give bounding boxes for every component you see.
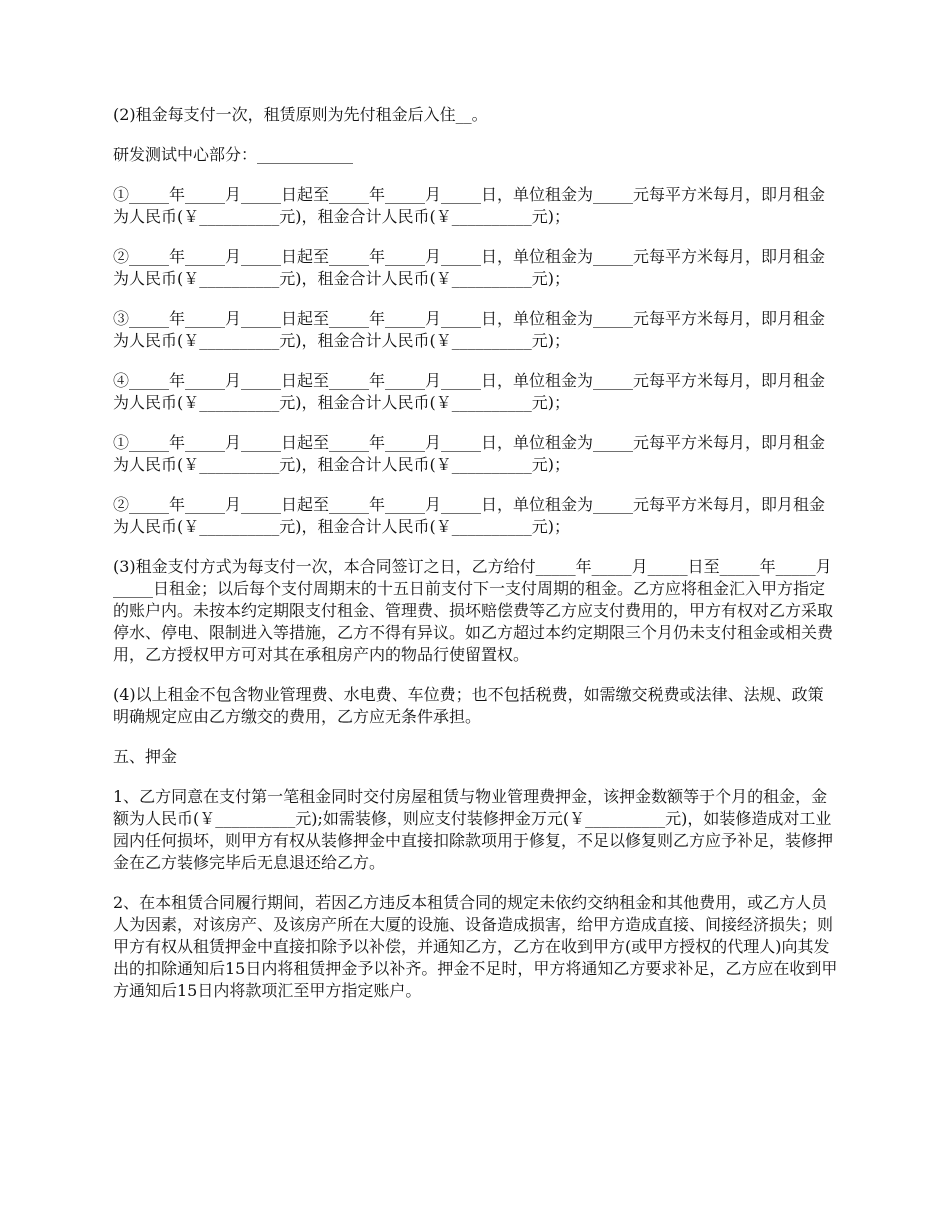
section-heading-deposit: 五、押金 [113, 747, 178, 766]
paragraph-payment-method: (3)租金支付方式为每支付一次，本合同签订之日，乙方给付_____年_____月_____日至_____年_____月_____日租金；以后每个支付周期末的十五日前支付下一支付周期的租金。乙方应将租金汇入甲方指定的账户内。未按本约定期限支付租金、管理费、损坏赔偿费等乙方应支付费用的，甲方有权对乙方采取停水、停电、限制进入等措施，乙方不得有异议。如乙方超过本约定期限三个月仍未支付租金或相关费用，乙方授权甲方可对其在承租房产内的物品行使留置权。 [113, 557, 834, 664]
paragraph-period-1: ①_____年_____月_____日起至_____年_____月_____日，单位租金为_____元每平方米每月，即月租金为人民币(￥__________元)，租金合计人民币(￥__________元)； [113, 185, 826, 226]
paragraph-period-3: ③_____年_____月_____日起至_____年_____月_____日，单位租金为_____元每平方米每月，即月租金为人民币(￥__________元)，租金合计人民币(￥__________元)； [113, 309, 826, 350]
paragraph-rd-center: 研发测试中心部分：____________ [113, 145, 354, 164]
paragraph-rent-principle: (2)租金每支付一次，租赁原则为先付租金后入住__。 [113, 105, 488, 124]
document-page [113, 104, 838, 1020]
paragraph-period-2: ②_____年_____月_____日起至_____年_____月_____日，单位租金为_____元每平方米每月，即月租金为人民币(￥__________元)，租金合计人民币(￥__________元)； [113, 247, 826, 288]
paragraph-period-5: ①_____年_____月_____日起至_____年_____月_____日，单位租金为_____元每平方米每月，即月租金为人民币(￥__________元)，租金合计人民币(￥__________元)； [113, 433, 826, 474]
paragraph-period-6: ②_____年_____月_____日起至_____年_____月_____日，单位租金为_____元每平方米每月，即月租金为人民币(￥__________元)，租金合计人民币(￥__________元)； [113, 495, 826, 536]
paragraph-exclusions: (4)以上租金不包含物业管理费、水电费、车位费；也不包括税费，如需缴交税费或法律、法规、政策明确规定应由乙方缴交的费用，乙方应无条件承担。 [113, 685, 824, 726]
paragraph-deposit-2: 2、在本租赁合同履行期间，若因乙方违反本租赁合同的规定未依约交纳租金和其他费用，或乙方人员人为因素，对该房产、及该房产所在大厦的设施、设备造成损害，给甲方造成直接、间接经济损失；则甲方有权从租赁押金中直接扣除予以补偿，并通知乙方，乙方在收到甲方(或甲方授权的代理人)向其发出的扣除通知后15日内将租赁押金予以补齐。押金不足时，甲方将通知乙方要求补足，乙方应在收到甲方通知后15日内将款项汇至甲方指定账户。 [113, 893, 838, 1000]
paragraph-deposit-1: 1、乙方同意在支付第一笔租金同时交付房屋租赁与物业管理费押金，该押金数额等于个月的租金，金额为人民币(￥__________元);如需装修，则应支付装修押金万元(￥__________元)，如装修造成对工业园内任何损坏，则甲方有权从装修押金中直接扣除款项用于修复，不足以修复则乙方应予补足，装修押金在乙方装修完毕后无息退还给乙方。 [113, 787, 834, 872]
paragraph-period-4: ④_____年_____月_____日起至_____年_____月_____日，单位租金为_____元每平方米每月，即月租金为人民币(￥__________元)，租金合计人民币(￥__________元)； [113, 371, 826, 412]
